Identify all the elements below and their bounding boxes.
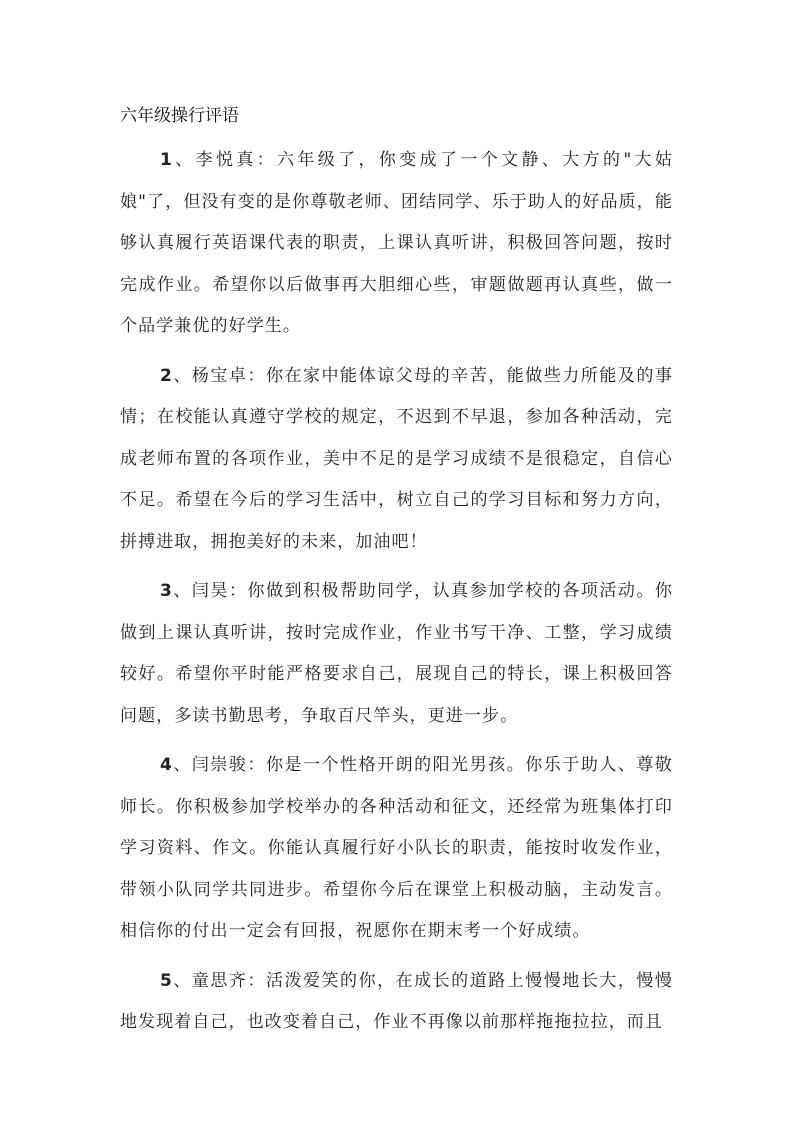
comment-paragraph-3 [120, 571, 673, 737]
comment-paragraph-5 [120, 961, 673, 1044]
name-separator: ： [247, 970, 266, 991]
entry-number: 5 [160, 970, 173, 991]
comment-text: 你做到积极帮助同学，认真参加学校的各项活动。你做到上课认真听讲，按时完成作业，作业书写干净、工整，学习成绩较好。希望你平时能严格要求自己，展现自己的特长，课上积极回答问题，多读书勤思考，争取百尺竿头，更进一步。 [120, 581, 673, 726]
document-title: 六年级操行评语 [120, 106, 239, 126]
comment-text: 你在家中能体谅父母的辛苦，能做些力所能及的事情；在校能认真遵守学校的规定，不迟到不早退，参加各种活动，完成老师布置的各项作业，美中不足的是学习成绩不是很稳定，自信心不足。希望在今后的学习生活中，树立自己的学习目标和努力方向，拼搏进取，拥抱美好的未来，加油吧！ [120, 365, 673, 552]
comment-text: 六年级了，你变成了一个文静、大方的"大姑娘"了，但没有变的是你尊敬老师、团结同学、乐于助人的好品质，能够认真履行英语课代表的职责，上课认真听讲，积极回答问题，按时完成作业。希望你以后做事再大胆细心些，审题做题再认真些，做一个品学兼优的好学生。 [120, 150, 673, 336]
name-separator: ： [247, 755, 266, 775]
name-separator: ： [247, 365, 266, 386]
comment-paragraph-1 [120, 140, 673, 348]
number-separator: 、 [172, 365, 192, 386]
student-name: 童思齐 [191, 970, 248, 991]
comment-text: 你是一个性格开朗的阳光男孩。你乐于助人、尊敬师长。你积极参加学校举办的各种活动和征文，还经常为班集体打印学习资料、作文。你能认真履行好小队长的职责，能按时收发作业，带领小队同学共同进步。希望你今后在课堂上积极动脑，主动发言。相信你的付出一定会有回报，祝愿你在期末考一个好成绩。 [120, 755, 673, 941]
number-separator: 、 [172, 970, 192, 991]
comment-paragraph-2 [120, 356, 673, 564]
document-page [120, 100, 673, 1044]
entry-number: 1 [160, 150, 173, 170]
entry-number: 4 [160, 755, 173, 775]
entry-number: 3 [160, 581, 173, 601]
student-name: 闫崇骏 [191, 755, 248, 775]
entry-number: 2 [160, 365, 173, 386]
name-separator: ： [256, 150, 278, 170]
student-name: 杨宝卓 [191, 365, 248, 386]
comment-paragraph-4 [120, 745, 673, 953]
number-separator: 、 [172, 755, 192, 775]
student-name: 李悦真 [195, 150, 257, 170]
number-separator: 、 [172, 581, 192, 601]
student-name: 闫昊 [191, 581, 229, 601]
comment-text: 活泼爱笑的你，在成长的道路上慢慢地长大，慢慢地发现着自己，也改变着自己，作业不再像以前那样拖拖拉拉，而且 [120, 970, 673, 1032]
name-separator: ： [228, 581, 248, 601]
number-separator: 、 [172, 150, 196, 170]
